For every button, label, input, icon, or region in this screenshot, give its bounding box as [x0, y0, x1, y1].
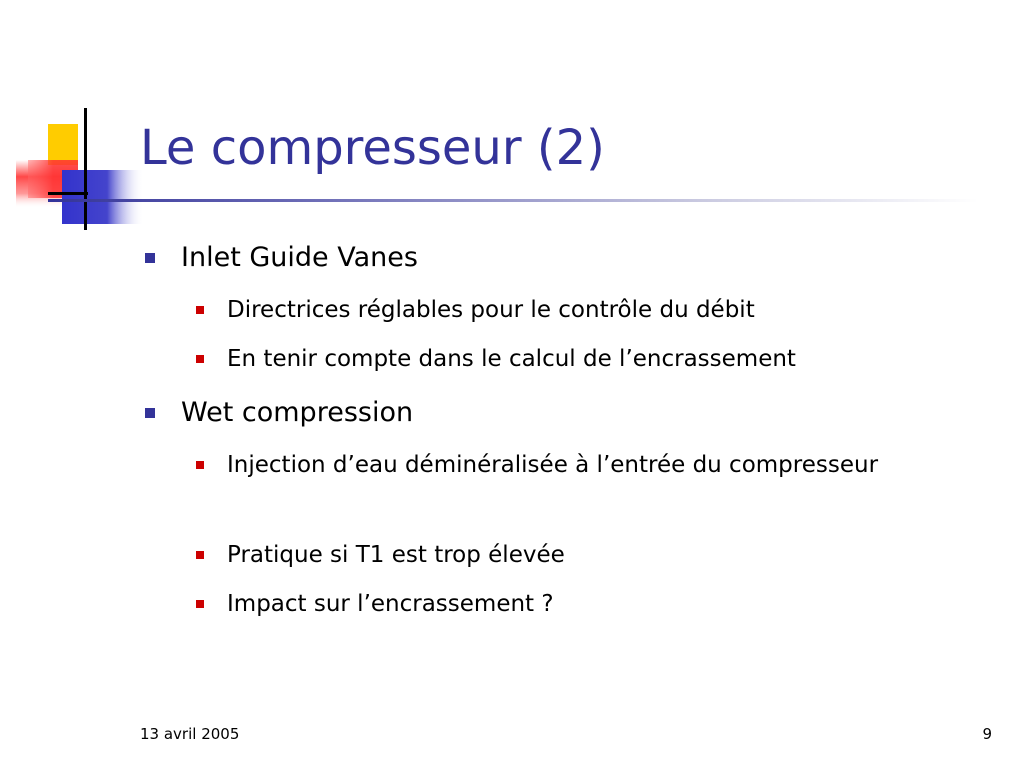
sub-bullet-text: Directrices réglables pour le contrôle du débit [227, 297, 755, 323]
sub-bullet-square-icon [196, 306, 204, 314]
bullet-square-icon [145, 408, 155, 418]
bullet-text: Inlet Guide Vanes [181, 242, 418, 273]
page-number: 9 [982, 725, 992, 743]
sub-bullet-text: Injection d’eau déminéralisée à l’entrée du compresseur [227, 452, 879, 478]
sub-bullet-text: Impact sur l’encrassement ? [227, 591, 554, 617]
footer-date: 13 avril 2005 [140, 725, 240, 743]
bullet-text: Wet compression [181, 397, 414, 428]
sub-bullet-square-icon [196, 551, 204, 559]
sub-bullet-square-icon [196, 355, 204, 363]
sub-bullet-text: Pratique si T1 est trop élevée [227, 542, 565, 568]
sub-bullet-square-icon [196, 600, 204, 608]
slide-title: Le compresseur (2) [140, 120, 605, 176]
bullet-square-icon [145, 253, 155, 263]
sub-bullet-square-icon [196, 461, 204, 469]
sub-bullet-text: En tenir compte dans le calcul de l’encrassement [227, 346, 796, 372]
